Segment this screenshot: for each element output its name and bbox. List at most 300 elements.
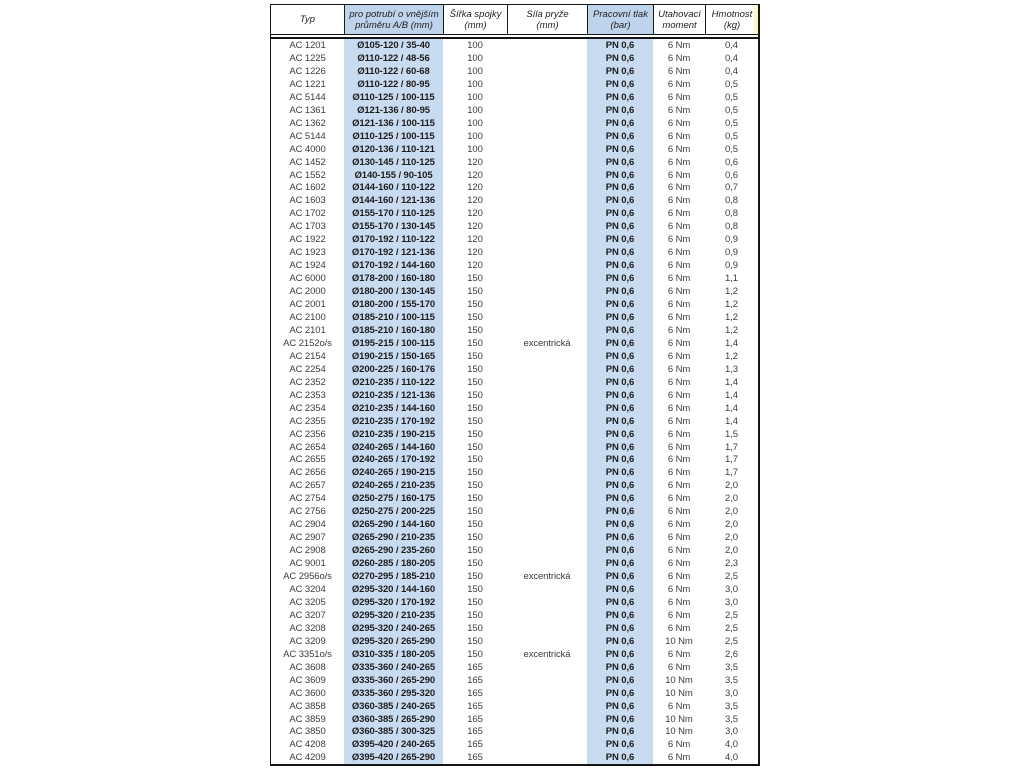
cell-diameter: Ø295-320 / 240-265 — [344, 622, 443, 635]
cell-width: 100 — [467, 104, 483, 116]
cell-diameter: Ø200-225 / 160-176 — [344, 363, 443, 376]
cell-typ: AC 2656 — [289, 467, 326, 479]
cell-torque: 6 Nm — [667, 182, 691, 194]
cell-weight: 2,0 — [725, 493, 738, 505]
cell-typ: AC 2101 — [289, 324, 326, 336]
cell-rubber — [507, 454, 587, 467]
cell-width: 165 — [467, 700, 483, 712]
cell-weight: 2,0 — [725, 519, 738, 531]
cell-pressure: PN 0,6 — [587, 324, 653, 337]
table-row — [271, 220, 758, 233]
cell-pressure: PN 0,6 — [587, 169, 653, 182]
table-row — [271, 531, 758, 544]
cell-diameter: Ø110-122 / 60-68 — [344, 65, 443, 78]
cell-rubber — [507, 207, 587, 220]
cell-typ: AC 1602 — [289, 182, 326, 194]
cell-typ: AC 4000 — [289, 143, 326, 155]
column-header-weight — [705, 5, 758, 34]
table-row — [271, 130, 758, 143]
cell-weight: 0,5 — [725, 91, 738, 103]
cell-weight: 0,9 — [725, 260, 738, 272]
cell-typ: AC 3207 — [289, 609, 326, 621]
cell-width: 150 — [467, 648, 483, 660]
cell-pressure: PN 0,6 — [587, 518, 653, 531]
cell-width: 150 — [467, 363, 483, 375]
table-row — [271, 272, 758, 285]
cell-typ: AC 1922 — [289, 234, 326, 246]
cell-torque: 6 Nm — [667, 389, 691, 401]
cell-pressure: PN 0,6 — [587, 622, 653, 635]
cell-torque: 6 Nm — [667, 648, 691, 660]
cell-rubber — [507, 376, 587, 389]
cell-pressure: PN 0,6 — [587, 130, 653, 143]
table-row — [271, 622, 758, 635]
cell-width: 100 — [467, 65, 483, 77]
cell-diameter: Ø210-235 / 144-160 — [344, 402, 443, 415]
cell-width: 165 — [467, 687, 483, 699]
cell-diameter: Ø295-320 / 144-160 — [344, 583, 443, 596]
cell-torque: 10 Nm — [665, 713, 693, 725]
cell-torque: 6 Nm — [667, 493, 691, 505]
cell-pressure: PN 0,6 — [587, 337, 653, 350]
cell-rubber — [507, 298, 587, 311]
cell-diameter: Ø240-265 / 190-215 — [344, 466, 443, 479]
cell-pressure: PN 0,6 — [587, 376, 653, 389]
table-row — [271, 350, 758, 363]
cell-weight: 3,5 — [725, 713, 738, 725]
cell-width: 165 — [467, 713, 483, 725]
cell-typ: AC 1603 — [289, 195, 326, 207]
column-header-pressure — [587, 5, 653, 34]
cell-pressure: PN 0,6 — [587, 39, 653, 52]
cell-torque: 6 Nm — [667, 363, 691, 375]
table-row — [271, 311, 758, 324]
table-row — [271, 117, 758, 130]
table-row — [271, 389, 758, 402]
cell-torque: 6 Nm — [667, 519, 691, 531]
cell-torque: 6 Nm — [667, 402, 691, 414]
cell-width: 150 — [467, 467, 483, 479]
cell-pressure: PN 0,6 — [587, 194, 653, 207]
cell-rubber — [507, 531, 587, 544]
cell-diameter: Ø335-360 / 265-290 — [344, 674, 443, 687]
cell-weight: 0,9 — [725, 247, 738, 259]
cell-typ: AC 1221 — [289, 78, 326, 90]
cell-torque: 10 Nm — [665, 687, 693, 699]
cell-rubber — [507, 700, 587, 713]
table-row — [271, 52, 758, 65]
cell-diameter: Ø395-420 / 265-290 — [344, 751, 443, 764]
table-row — [271, 181, 758, 194]
cell-rubber — [507, 428, 587, 441]
column-header-label: Utahovací — [658, 8, 701, 20]
cell-weight: 2,0 — [725, 532, 738, 544]
cell-pressure: PN 0,6 — [587, 713, 653, 726]
cell-diameter: Ø250-275 / 160-175 — [344, 492, 443, 505]
cell-diameter: Ø140-155 / 90-105 — [344, 169, 443, 182]
table-row — [271, 259, 758, 272]
cell-typ: AC 2956o/s — [283, 571, 332, 583]
cell-diameter: Ø310-335 / 180-205 — [344, 648, 443, 661]
cell-pressure: PN 0,6 — [587, 311, 653, 324]
cell-width: 100 — [467, 143, 483, 155]
cell-diameter: Ø265-290 / 235-260 — [344, 544, 443, 557]
cell-weight: 1,7 — [725, 441, 738, 453]
column-header-sublabel: (mm) — [464, 19, 487, 31]
cell-diameter: Ø210-235 / 121-136 — [344, 389, 443, 402]
table-row — [271, 207, 758, 220]
cell-width: 150 — [467, 571, 483, 583]
cell-weight: 4,0 — [725, 752, 738, 764]
column-header-sublabel: (bar) — [610, 19, 631, 31]
table-row — [271, 492, 758, 505]
cell-typ: AC 2100 — [289, 311, 326, 323]
cell-typ: AC 1201 — [289, 39, 326, 51]
cell-weight: 1,7 — [725, 467, 738, 479]
cell-pressure: PN 0,6 — [587, 402, 653, 415]
table-row — [271, 635, 758, 648]
cell-pressure: PN 0,6 — [587, 363, 653, 376]
cell-typ: AC 2152o/s — [283, 337, 332, 349]
cell-rubber — [507, 143, 587, 156]
cell-weight: 0,5 — [725, 78, 738, 90]
table-row — [271, 454, 758, 467]
cell-torque: 6 Nm — [667, 169, 691, 181]
cell-width: 120 — [467, 221, 483, 233]
cell-weight: 1,2 — [725, 286, 738, 298]
column-header-rubber — [507, 5, 587, 34]
cell-torque: 6 Nm — [667, 65, 691, 77]
cell-weight: 2,6 — [725, 648, 738, 660]
table-row — [271, 337, 758, 350]
cell-width: 165 — [467, 726, 483, 738]
cell-rubber: excentrická — [523, 648, 571, 660]
cell-torque: 10 Nm — [665, 635, 693, 647]
cell-torque: 6 Nm — [667, 39, 691, 51]
cell-torque: 6 Nm — [667, 311, 691, 323]
cell-torque: 6 Nm — [667, 130, 691, 142]
cell-typ: AC 6000 — [289, 273, 326, 285]
cell-width: 120 — [467, 208, 483, 220]
cell-weight: 2,5 — [725, 571, 738, 583]
cell-width: 150 — [467, 558, 483, 570]
table-row — [271, 466, 758, 479]
table-row — [271, 687, 758, 700]
cell-pressure: PN 0,6 — [587, 466, 653, 479]
cell-width: 150 — [467, 311, 483, 323]
cell-pressure: PN 0,6 — [587, 648, 653, 661]
cell-weight: 0,5 — [725, 143, 738, 155]
cell-torque: 6 Nm — [667, 622, 691, 634]
cell-rubber — [507, 518, 587, 531]
cell-weight: 1,4 — [725, 415, 738, 427]
cell-diameter: Ø265-290 / 210-235 — [344, 531, 443, 544]
cell-pressure: PN 0,6 — [587, 78, 653, 91]
cell-typ: AC 1225 — [289, 52, 326, 64]
column-header-width — [443, 5, 507, 34]
cell-diameter: Ø110-122 / 48-56 — [344, 52, 443, 65]
cell-pressure: PN 0,6 — [587, 505, 653, 518]
cell-diameter: Ø170-192 / 121-136 — [344, 246, 443, 259]
cell-rubber — [507, 285, 587, 298]
cell-pressure: PN 0,6 — [587, 91, 653, 104]
table-row — [271, 324, 758, 337]
cell-weight: 0,6 — [725, 169, 738, 181]
cell-torque: 6 Nm — [667, 78, 691, 90]
cell-diameter: Ø265-290 / 144-160 — [344, 518, 443, 531]
cell-typ: AC 2154 — [289, 350, 326, 362]
table-row — [271, 104, 758, 117]
cell-weight: 3,0 — [725, 584, 738, 595]
cell-width: 165 — [467, 739, 483, 751]
cell-weight: 2,0 — [725, 506, 738, 518]
table-row — [271, 376, 758, 389]
cell-pressure: PN 0,6 — [587, 428, 653, 441]
header-highlight-strip — [754, 5, 758, 34]
cell-torque: 6 Nm — [667, 739, 691, 751]
cell-rubber — [507, 272, 587, 285]
cell-weight: 2,5 — [725, 635, 738, 647]
cell-width: 165 — [467, 752, 483, 764]
cell-weight: 0,8 — [725, 208, 738, 220]
cell-rubber — [507, 91, 587, 104]
cell-weight: 0,5 — [725, 117, 738, 129]
cell-weight: 2,5 — [725, 622, 738, 634]
cell-pressure: PN 0,6 — [587, 233, 653, 246]
table-row — [271, 233, 758, 246]
cell-weight: 3,5 — [725, 674, 738, 686]
cell-weight: 1,3 — [725, 363, 738, 375]
cell-typ: AC 3858 — [289, 700, 326, 712]
cell-torque: 6 Nm — [667, 415, 691, 427]
cell-rubber — [507, 635, 587, 648]
cell-diameter: Ø335-360 / 295-320 — [344, 687, 443, 700]
cell-typ: AC 3609 — [289, 674, 326, 686]
cell-typ: AC 1361 — [289, 104, 326, 116]
table-row — [271, 143, 758, 156]
cell-rubber — [507, 402, 587, 415]
cell-weight: 1,4 — [725, 402, 738, 414]
column-header-label: Pracovní tlak — [593, 8, 648, 20]
cell-width: 100 — [467, 91, 483, 103]
coupling-spec-table — [270, 4, 760, 766]
table-row — [271, 583, 758, 596]
cell-rubber — [507, 246, 587, 259]
table-row — [271, 518, 758, 531]
cell-typ: AC 3859 — [289, 713, 326, 725]
cell-pressure: PN 0,6 — [587, 583, 653, 596]
cell-weight: 1,2 — [725, 350, 738, 362]
cell-torque: 6 Nm — [667, 324, 691, 336]
cell-torque: 6 Nm — [667, 52, 691, 64]
cell-torque: 6 Nm — [667, 700, 691, 712]
cell-torque: 6 Nm — [667, 584, 691, 595]
cell-rubber — [507, 492, 587, 505]
cell-pressure: PN 0,6 — [587, 479, 653, 492]
cell-pressure: PN 0,6 — [587, 596, 653, 609]
cell-pressure: PN 0,6 — [587, 220, 653, 233]
cell-torque: 6 Nm — [667, 286, 691, 298]
cell-torque: 6 Nm — [667, 661, 691, 673]
cell-typ: AC 3850 — [289, 726, 326, 738]
cell-torque: 6 Nm — [667, 376, 691, 388]
cell-diameter: Ø180-200 / 155-170 — [344, 298, 443, 311]
cell-rubber: excentrická — [523, 337, 571, 349]
cell-width: 120 — [467, 247, 483, 259]
cell-rubber — [507, 78, 587, 91]
column-header-label: Síla pryže — [526, 8, 569, 20]
cell-width: 150 — [467, 635, 483, 647]
cell-rubber — [507, 156, 587, 169]
cell-pressure: PN 0,6 — [587, 609, 653, 622]
cell-weight: 0,8 — [725, 221, 738, 233]
cell-width: 150 — [467, 480, 483, 492]
cell-torque: 6 Nm — [667, 571, 691, 583]
cell-pressure: PN 0,6 — [587, 674, 653, 687]
table-row — [271, 156, 758, 169]
cell-torque: 6 Nm — [667, 337, 691, 349]
cell-width: 150 — [467, 519, 483, 531]
cell-pressure: PN 0,6 — [587, 544, 653, 557]
cell-rubber — [507, 52, 587, 65]
cell-torque: 6 Nm — [667, 299, 691, 311]
cell-diameter: Ø105-120 / 35-40 — [344, 39, 443, 52]
cell-weight: 2,3 — [725, 558, 738, 570]
cell-typ: AC 4209 — [289, 752, 326, 764]
cell-diameter: Ø155-170 / 130-145 — [344, 220, 443, 233]
cell-rubber — [507, 117, 587, 130]
table-row — [271, 738, 758, 751]
cell-weight: 1,2 — [725, 311, 738, 323]
cell-diameter: Ø295-320 / 210-235 — [344, 609, 443, 622]
column-header-label: pro potrubí o vnějším — [349, 8, 439, 20]
cell-weight: 0,8 — [725, 195, 738, 207]
table-row — [271, 246, 758, 259]
table-row — [271, 402, 758, 415]
cell-torque: 6 Nm — [667, 234, 691, 246]
cell-width: 150 — [467, 337, 483, 349]
table-row — [271, 557, 758, 570]
cell-typ: AC 1226 — [289, 65, 326, 77]
table-row — [271, 674, 758, 687]
cell-pressure: PN 0,6 — [587, 207, 653, 220]
cell-diameter: Ø185-210 / 100-115 — [344, 311, 443, 324]
cell-weight: 3,0 — [725, 726, 738, 738]
cell-rubber — [507, 181, 587, 194]
cell-pressure: PN 0,6 — [587, 52, 653, 65]
table-row — [271, 544, 758, 557]
cell-diameter: Ø195-215 / 100-115 — [344, 337, 443, 350]
cell-diameter: Ø295-320 / 170-192 — [344, 596, 443, 609]
cell-rubber — [507, 130, 587, 143]
table-row — [271, 194, 758, 207]
cell-torque: 6 Nm — [667, 143, 691, 155]
table-row — [271, 751, 758, 764]
cell-width: 150 — [467, 609, 483, 621]
table-row — [271, 91, 758, 104]
table-row — [271, 415, 758, 428]
table-row — [271, 648, 758, 661]
cell-diameter: Ø155-170 / 110-125 — [344, 207, 443, 220]
cell-typ: AC 2756 — [289, 506, 326, 518]
column-header-diameter — [344, 5, 443, 34]
cell-rubber — [507, 220, 587, 233]
cell-width: 100 — [467, 130, 483, 142]
cell-rubber — [507, 441, 587, 454]
cell-width: 150 — [467, 493, 483, 505]
cell-weight: 4,0 — [725, 739, 738, 751]
cell-torque: 6 Nm — [667, 156, 691, 168]
cell-weight: 2,5 — [725, 609, 738, 621]
cell-typ: AC 2754 — [289, 493, 326, 505]
cell-width: 150 — [467, 286, 483, 298]
cell-pressure: PN 0,6 — [587, 492, 653, 505]
cell-width: 120 — [467, 260, 483, 272]
cell-typ: AC 2000 — [289, 286, 326, 298]
cell-rubber — [507, 233, 587, 246]
cell-diameter: Ø295-320 / 265-290 — [344, 635, 443, 648]
cell-typ: AC 3209 — [289, 635, 326, 647]
table-row — [271, 428, 758, 441]
cell-typ: AC 1702 — [289, 208, 326, 220]
cell-rubber — [507, 363, 587, 376]
cell-diameter: Ø240-265 / 210-235 — [344, 479, 443, 492]
cell-pressure: PN 0,6 — [587, 143, 653, 156]
cell-diameter: Ø170-192 / 144-160 — [344, 259, 443, 272]
cell-torque: 6 Nm — [667, 752, 691, 764]
cell-weight: 0,6 — [725, 156, 738, 168]
cell-typ: AC 4208 — [289, 739, 326, 751]
cell-pressure: PN 0,6 — [587, 156, 653, 169]
cell-width: 150 — [467, 389, 483, 401]
cell-weight: 3,0 — [725, 596, 738, 608]
cell-diameter: Ø360-385 / 240-265 — [344, 700, 443, 713]
cell-typ: AC 3608 — [289, 661, 326, 673]
cell-pressure: PN 0,6 — [587, 298, 653, 311]
cell-typ: AC 3204 — [289, 584, 326, 595]
cell-width: 120 — [467, 182, 483, 194]
cell-rubber — [507, 479, 587, 492]
cell-width: 150 — [467, 324, 483, 336]
cell-rubber — [507, 751, 587, 764]
cell-torque: 10 Nm — [665, 674, 693, 686]
cell-diameter: Ø110-122 / 80-95 — [344, 78, 443, 91]
cell-rubber — [507, 194, 587, 207]
cell-pressure: PN 0,6 — [587, 661, 653, 674]
cell-width: 150 — [467, 376, 483, 388]
cell-pressure: PN 0,6 — [587, 65, 653, 78]
cell-pressure: PN 0,6 — [587, 104, 653, 117]
cell-torque: 6 Nm — [667, 441, 691, 453]
cell-torque: 6 Nm — [667, 480, 691, 492]
cell-weight: 0,7 — [725, 182, 738, 194]
cell-torque: 6 Nm — [667, 609, 691, 621]
cell-pressure: PN 0,6 — [587, 415, 653, 428]
column-header-label: Hmotnost — [711, 8, 753, 20]
cell-weight: 1,4 — [725, 376, 738, 388]
cell-typ: AC 2654 — [289, 441, 326, 453]
cell-weight: 2,0 — [725, 545, 738, 557]
cell-diameter: Ø240-265 / 144-160 — [344, 441, 443, 454]
cell-width: 150 — [467, 273, 483, 285]
cell-diameter: Ø395-420 / 240-265 — [344, 738, 443, 751]
table-row — [271, 609, 758, 622]
cell-weight: 1,5 — [725, 428, 738, 440]
cell-width: 120 — [467, 169, 483, 181]
cell-rubber — [507, 713, 587, 726]
cell-typ: AC 2353 — [289, 389, 326, 401]
cell-torque: 6 Nm — [667, 350, 691, 362]
